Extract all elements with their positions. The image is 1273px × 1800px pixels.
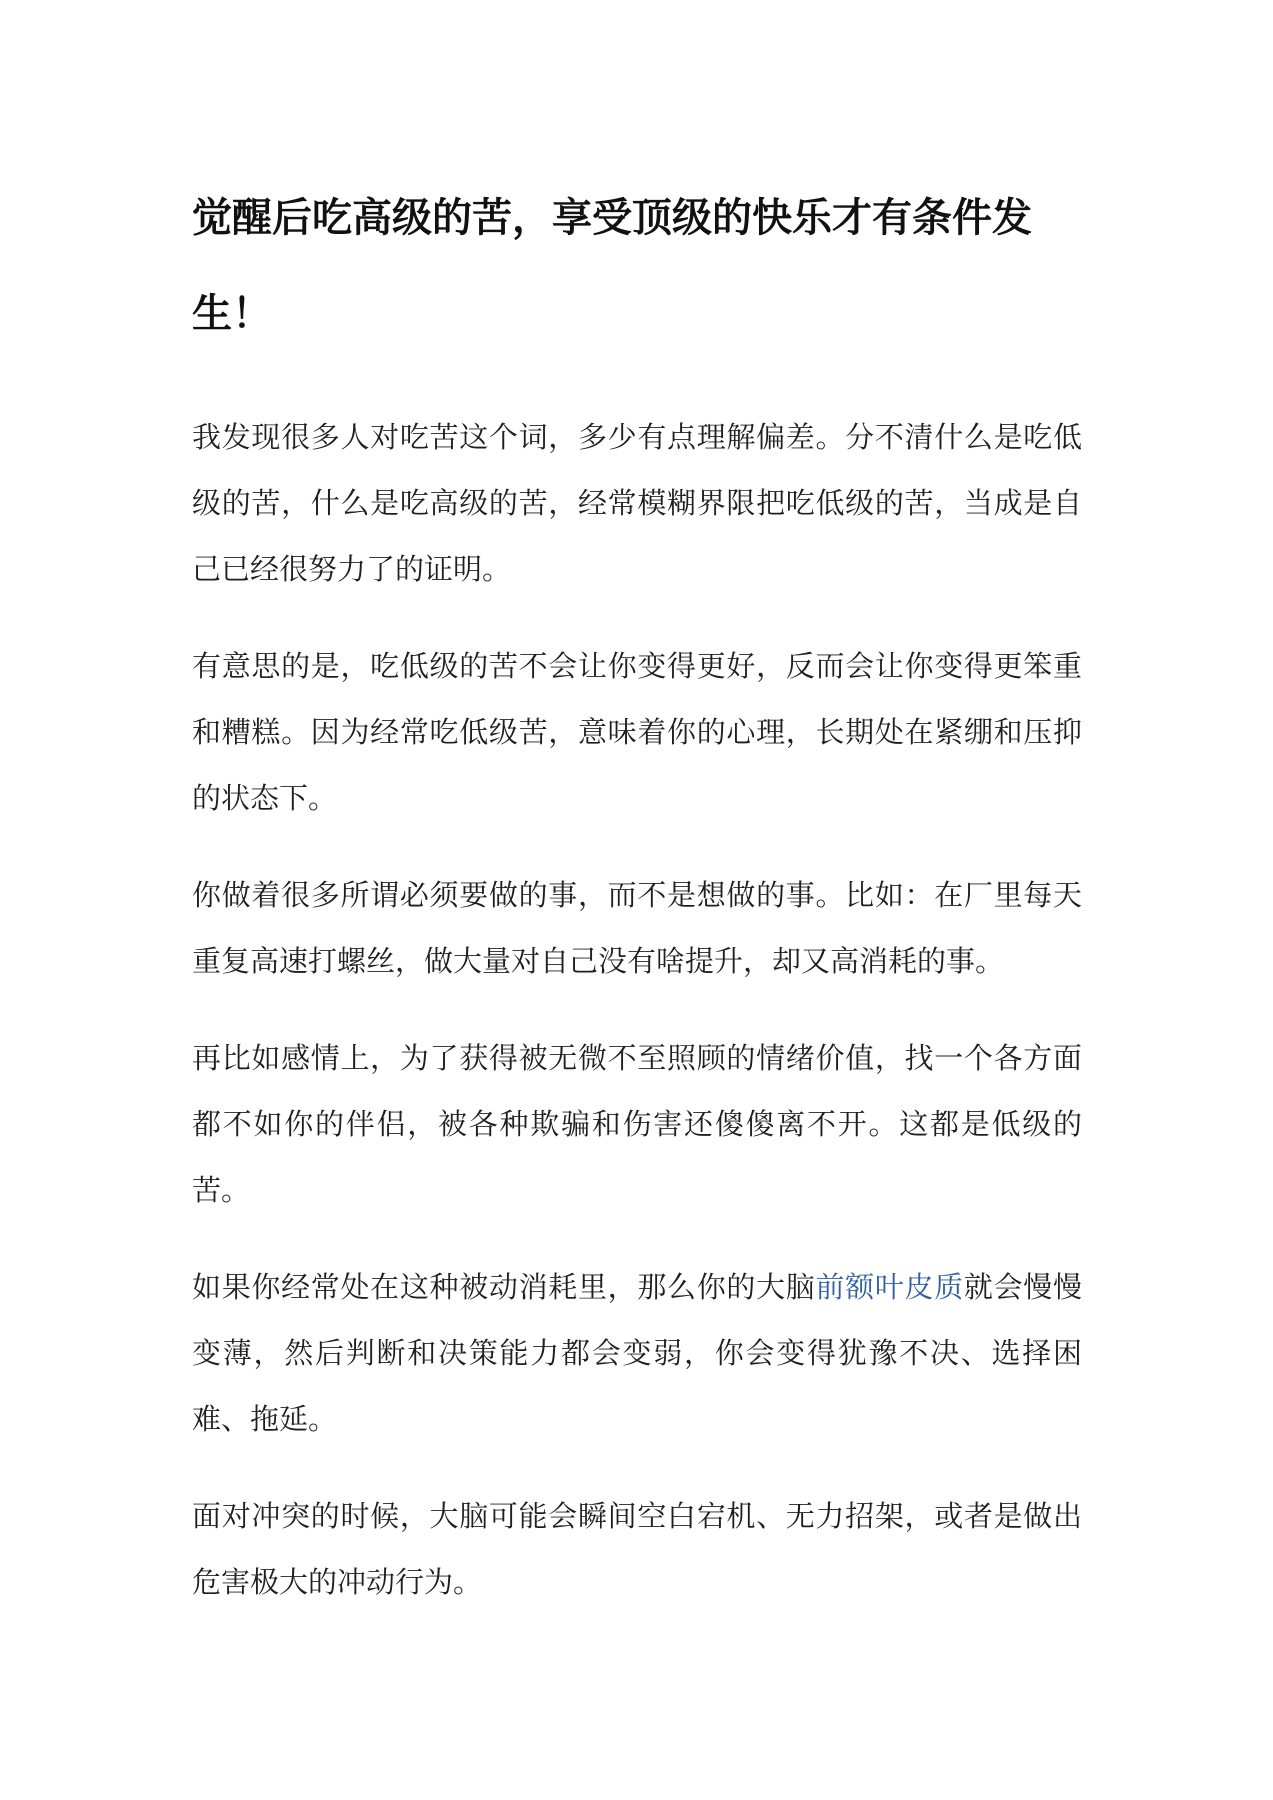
paragraph-with-link xyxy=(192,1254,1082,1452)
paragraph: 我发现很多人对吃苦这个词，多少有点理解偏差。分不清什么是吃低级的苦，什么是吃高级的苦，经常模糊界限把吃低级的苦，当成是自己已经很努力了的证明。 xyxy=(192,420,1082,586)
article-title: 觉醒后吃高级的苦，享受顶级的快乐才有条件发生！ xyxy=(192,195,1032,337)
paragraph-text-after-link: 就会慢慢变薄，然后判断和决策能力都会变弱，你会变得犹豫不决、选择困难、拖延。 xyxy=(192,1270,1082,1436)
article-body xyxy=(192,404,1082,1615)
paragraph: 有意思的是，吃低级的苦不会让你变得更好，反而会让你变得更笨重和糟糕。因为经常吃低级苦，意味着你的心理，长期处在紧绷和压抑的状态下。 xyxy=(192,649,1082,815)
article xyxy=(192,170,1082,1646)
paragraph-text-before-link: 如果你经常处在这种被动消耗里，那么你的大脑 xyxy=(192,1270,816,1304)
paragraph: 你做着很多所谓必须要做的事，而不是想做的事。比如：在厂里每天重复高速打螺丝，做大量对自己没有啥提升，却又高消耗的事。 xyxy=(192,878,1082,978)
prefrontal-cortex-link[interactable]: 前额叶皮质 xyxy=(815,1270,964,1304)
paragraph: 面对冲突的时候，大脑可能会瞬间空白宕机、无力招架，或者是做出危害极大的冲动行为。 xyxy=(192,1499,1082,1599)
paragraph: 再比如感情上，为了获得被无微不至照顾的情绪价值，找一个各方面都不如你的伴侣，被各种欺骗和伤害还傻傻离不开。这都是低级的苦。 xyxy=(192,1041,1082,1207)
